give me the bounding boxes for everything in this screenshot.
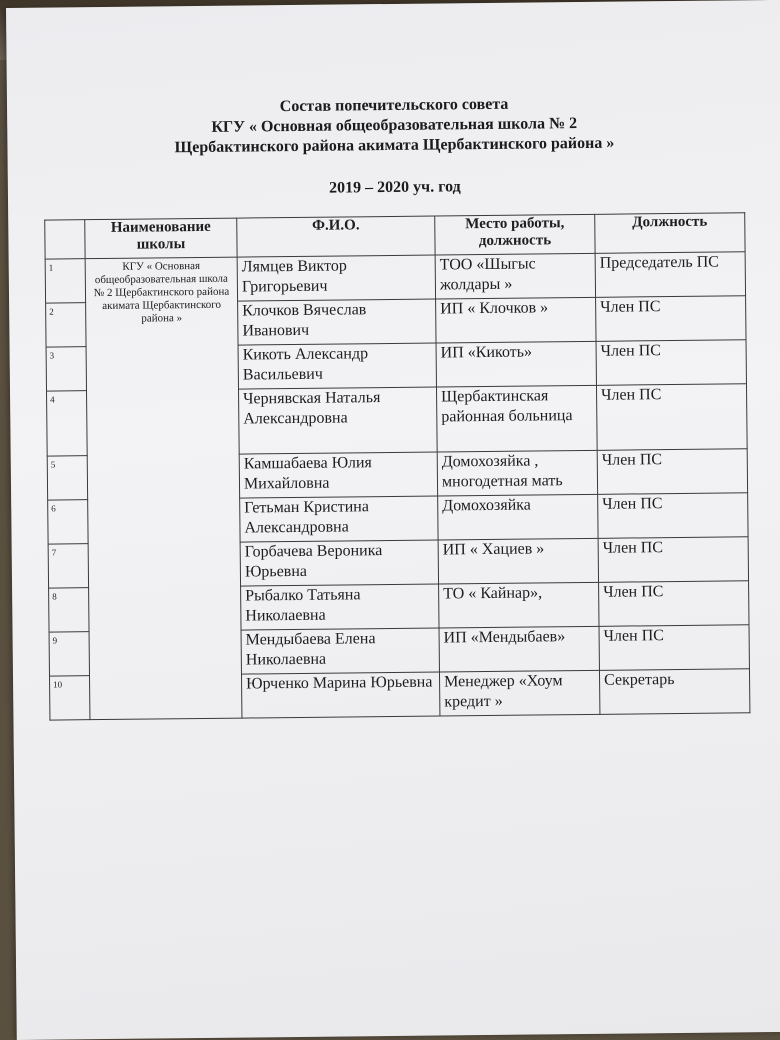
member-fio: Рыбалко Татьяна Николаевна: [241, 584, 439, 630]
document-header: [7, 92, 780, 202]
member-work: Домохозяйка , многодетная мать: [437, 450, 597, 496]
member-position: Член ПС: [597, 449, 747, 495]
row-number: 5: [47, 456, 87, 500]
row-number: 10: [49, 676, 89, 720]
member-fio: Горбачева Вероника Юрьевна: [240, 540, 438, 586]
member-position: Член ПС: [598, 493, 748, 539]
member-position: Секретарь: [599, 669, 749, 715]
header-num: [45, 220, 85, 259]
member-position: Член ПС: [596, 296, 746, 342]
member-work: Щербактинская районная больница: [436, 385, 597, 452]
member-work: ТО « Кайнар»,: [439, 582, 599, 628]
row-number: 2: [46, 303, 86, 347]
academic-year: 2019 – 2020 уч. год: [329, 178, 461, 197]
member-work: Менеджер «Хоум кредит »: [439, 670, 599, 716]
row-number: 9: [49, 632, 89, 676]
member-fio: Лямцев Виктор Григорьевич: [237, 255, 435, 301]
row-number: 8: [49, 588, 89, 632]
member-fio: Юрченко Марина Юрьевна: [241, 672, 439, 718]
member-fio: Мендыбаева Елена Николаевна: [241, 628, 439, 674]
row-number: 7: [48, 544, 88, 588]
member-fio: Клочков Вячеслав Иванович: [238, 299, 436, 345]
title-line-3: Щербактинского района акимата Щербактинского района »: [174, 134, 615, 157]
member-work: ИП «Кикоть»: [436, 341, 596, 387]
document-page: [6, 0, 780, 1040]
member-position: Член ПС: [596, 384, 747, 451]
member-position: Член ПС: [598, 537, 748, 583]
row-number: 6: [48, 500, 88, 544]
row-number: 4: [47, 391, 88, 456]
member-position: Председатель ПС: [595, 252, 745, 298]
header-work: Место работы, должность: [435, 214, 595, 255]
row-number: 1: [45, 259, 85, 303]
member-work: ИП « Хациев »: [438, 538, 598, 584]
member-position: Член ПС: [599, 581, 749, 627]
row-number: 3: [46, 347, 86, 391]
table-row: [45, 252, 745, 303]
member-work: ТОО «Шыгыс жолдары »: [435, 253, 595, 299]
title-line-1: Состав попечительского совета: [279, 95, 509, 116]
member-work: Домохозяйка: [438, 494, 598, 540]
member-fio: Камшабаева Юлия Михайловна: [239, 452, 437, 498]
title-line-2: КГУ « Основная общеобразовательная школа № 2: [211, 115, 578, 136]
member-fio: Гетьман Кристина Александровна: [240, 496, 438, 542]
member-fio: Чернявская Наталья Александровна: [239, 387, 438, 454]
member-fio: Кикоть Александр Васильевич: [238, 343, 436, 389]
member-position: Член ПС: [596, 340, 746, 386]
header-school: Наименование школы: [85, 218, 237, 259]
board-members-table: [44, 212, 750, 720]
school-name-cell: КГУ « Основная общеобразовательная школа № 2 Щербактинского района акимата Щербактинского района »: [85, 257, 242, 720]
member-work: ИП « Клочков »: [436, 297, 596, 343]
header-position: Должность: [595, 213, 745, 254]
header-fio: Ф.И.О.: [237, 216, 435, 257]
member-work: ИП «Мендыбаев»: [439, 626, 599, 672]
member-position: Член ПС: [599, 625, 749, 671]
